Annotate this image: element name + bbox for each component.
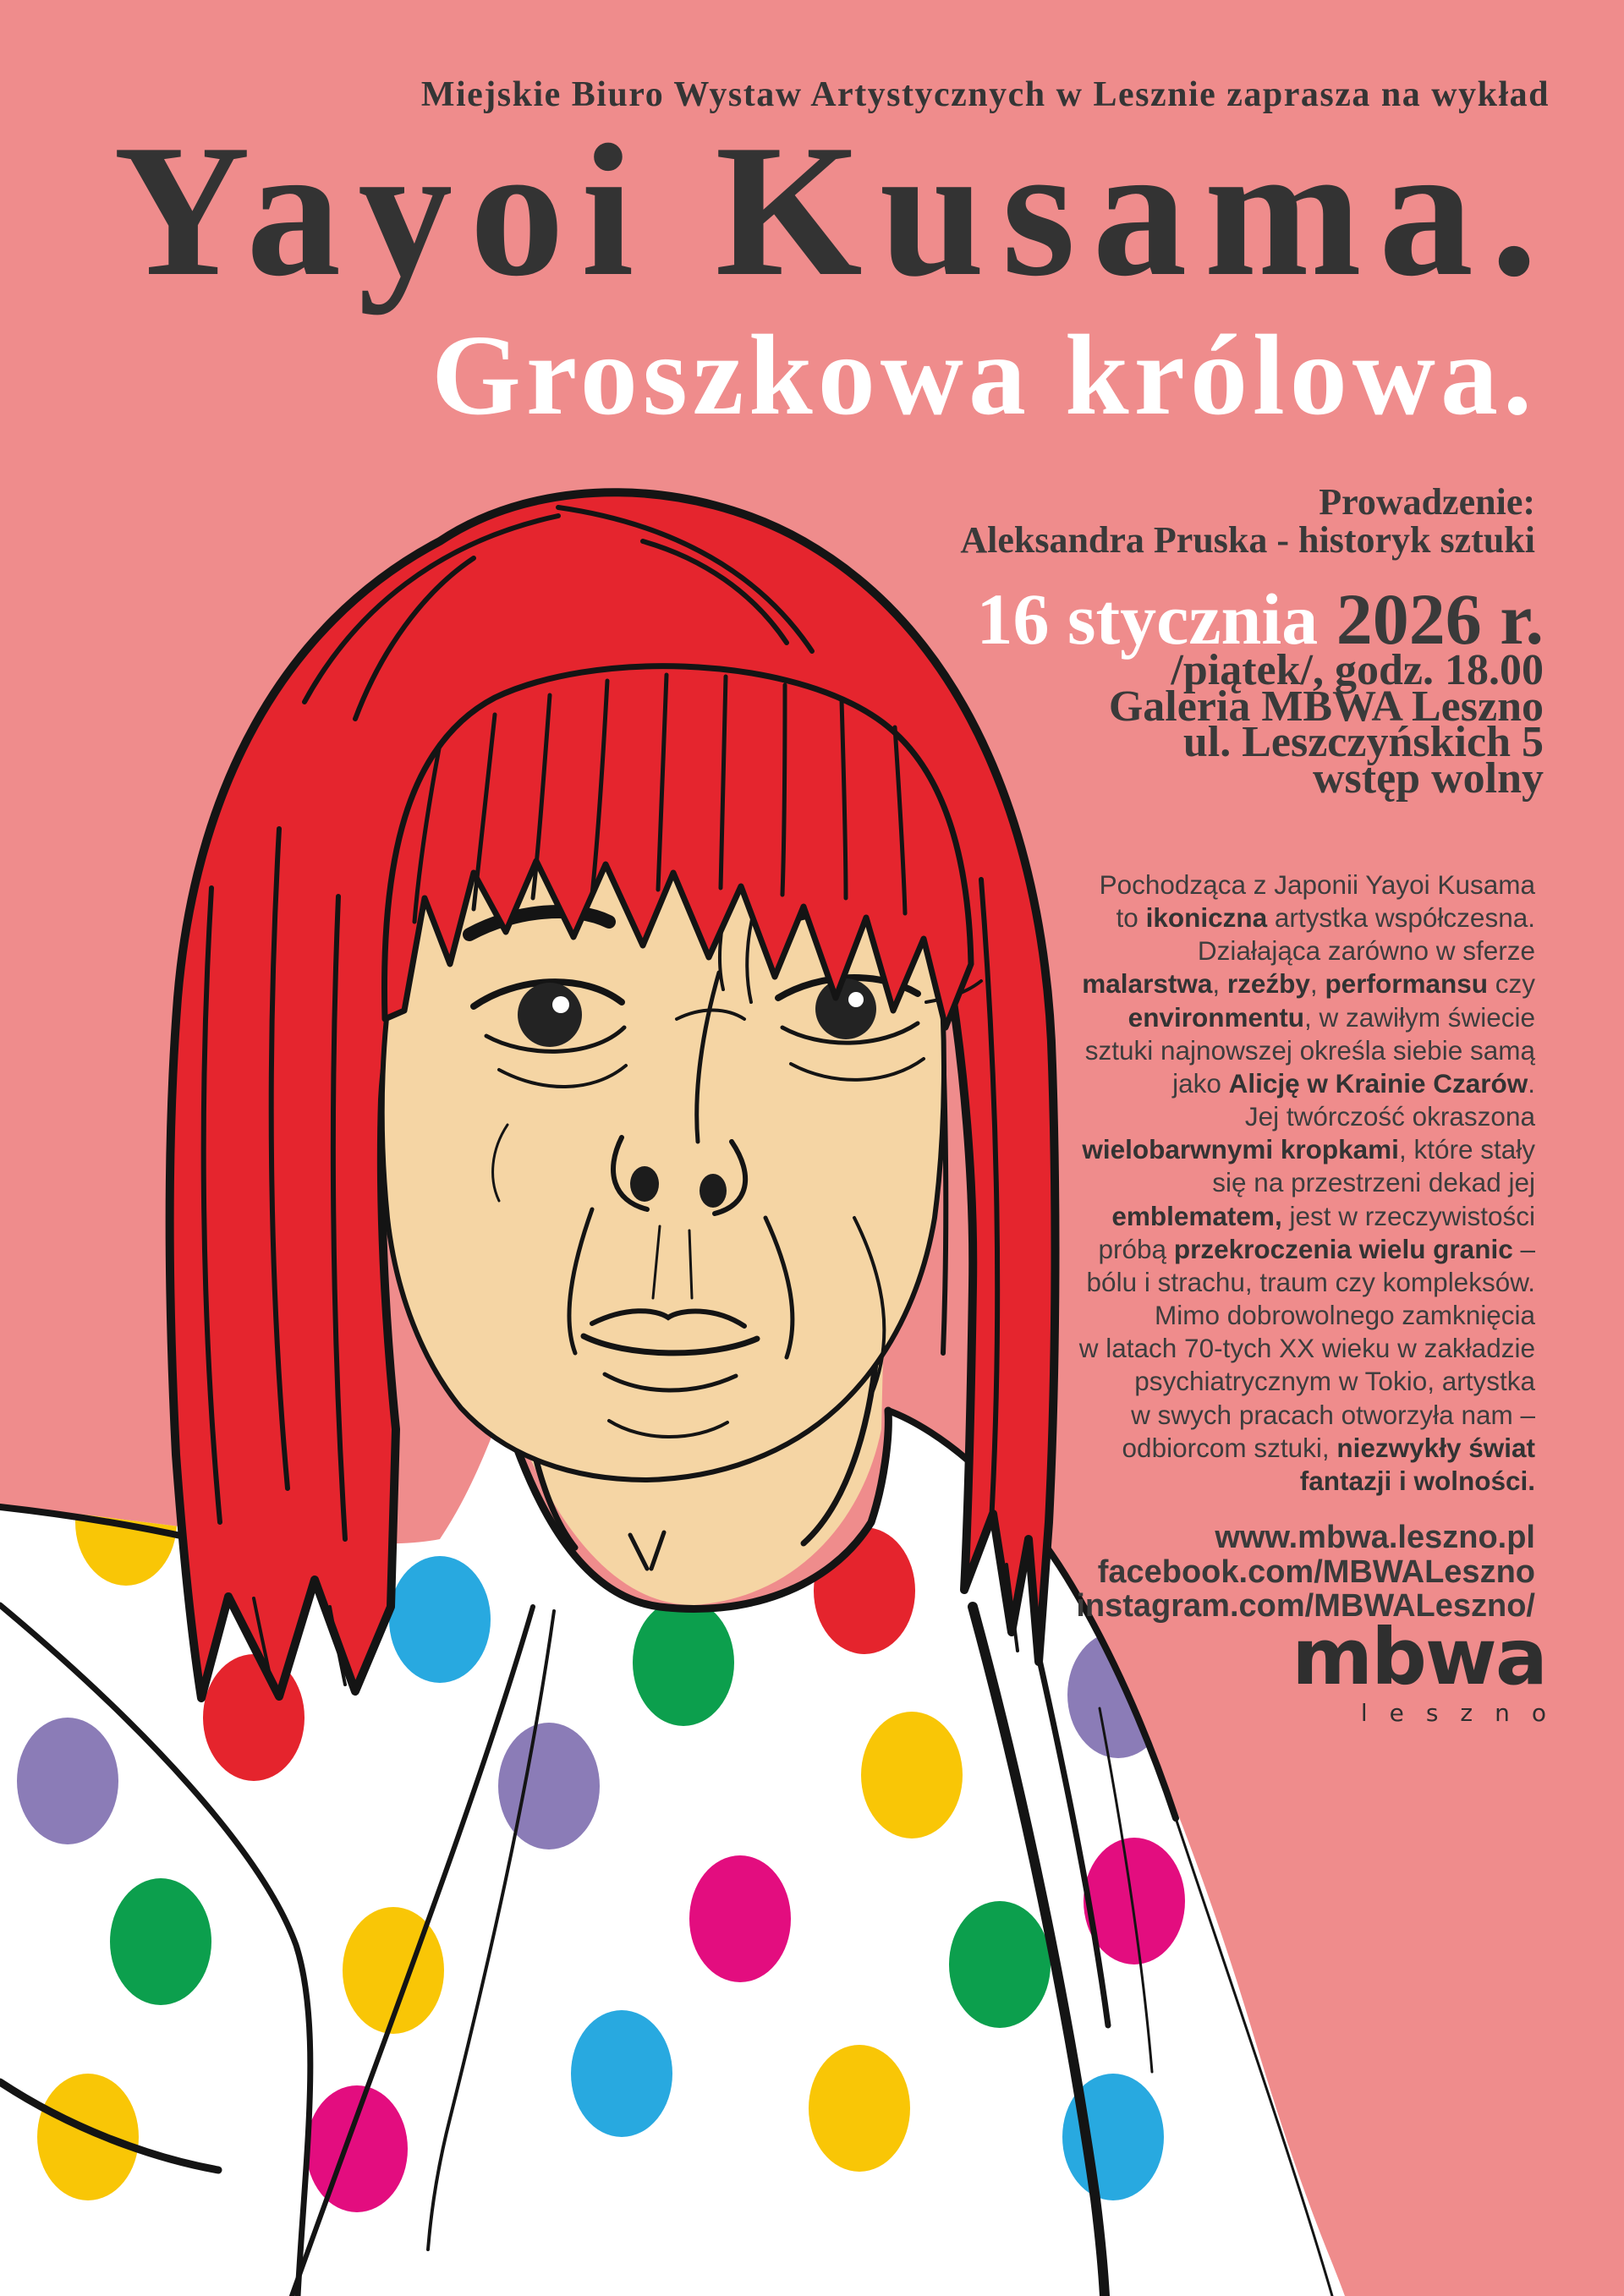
event-details bbox=[1108, 646, 1544, 803]
event-detail-line: Galeria MBWA Leszno bbox=[1108, 682, 1544, 731]
mbwa-logo-word: mbwa bbox=[1292, 1612, 1546, 1702]
about-line: w latach 70-tych XX wieku w zakładzie bbox=[1078, 1333, 1535, 1364]
mbwa-logo-city: leszno bbox=[1360, 1699, 1568, 1727]
lecturer-name: Aleksandra Pruska - historyk sztuki bbox=[960, 519, 1535, 561]
about-line: próbą przekroczenia wielu granic – bbox=[1098, 1233, 1535, 1264]
about-line: wielobarwnymi kropkami, które stały bbox=[1082, 1134, 1535, 1165]
about-line: w swych pracach otworzyła nam – bbox=[1131, 1399, 1535, 1430]
about-line: Pochodząca z Japonii Yayoi Kusama bbox=[1099, 869, 1535, 900]
polka-dot bbox=[306, 2085, 408, 2212]
about-line: psychiatrycznym w Tokio, artystka bbox=[1134, 1366, 1535, 1397]
lecturer-label: Prowadzenie: bbox=[1319, 481, 1535, 523]
polka-dot bbox=[571, 2010, 672, 2137]
event-detail-line: wstęp wolny bbox=[1312, 753, 1544, 803]
about-line: się na przestrzeni dekad jej bbox=[1212, 1167, 1535, 1198]
about-line: bólu i strachu, traum czy kompleksów. bbox=[1086, 1266, 1535, 1297]
about-line: fantazji i wolności. bbox=[1299, 1465, 1535, 1496]
poster-subtitle: Groszkowa królowa. bbox=[431, 312, 1537, 439]
link-line: facebook.com/MBWALeszno bbox=[1097, 1553, 1535, 1590]
about-line: Działająca zarówno w sferze bbox=[1197, 935, 1535, 967]
poster-title: Yayoi Kusama. bbox=[113, 106, 1555, 315]
mbwa-logo bbox=[1292, 1612, 1568, 1727]
about-line: environmentu, w zawiłym świecie bbox=[1127, 1001, 1535, 1033]
polka-dot bbox=[861, 1712, 963, 1838]
polka-dot bbox=[633, 1599, 734, 1726]
event-detail-line: ul. Leszczyńskich 5 bbox=[1182, 718, 1544, 766]
link-line: www.mbwa.leszno.pl bbox=[1215, 1520, 1535, 1555]
polka-dot bbox=[389, 1556, 491, 1683]
polka-dot bbox=[110, 1878, 211, 2005]
kicker-line: Miejskie Biuro Wystaw Artystycznych w Lesznie zaprasza na wykład bbox=[420, 75, 1550, 114]
polka-dot bbox=[809, 2045, 910, 2172]
about-line: odbiorcom sztuki, niezwykły świat bbox=[1122, 1432, 1535, 1463]
polka-dot bbox=[17, 1718, 118, 1844]
polka-dot bbox=[689, 1855, 791, 1982]
about-line: to ikoniczna artystka współczesna. bbox=[1116, 902, 1535, 934]
link-line: instagram.com/MBWALeszno/ bbox=[1076, 1588, 1535, 1624]
event-date bbox=[976, 578, 1544, 660]
event-detail-line: /piątek/, godz. 18.00 bbox=[1171, 646, 1544, 694]
polka-dot bbox=[814, 1527, 915, 1654]
about-paragraph bbox=[1079, 869, 1535, 1498]
about-line: emblematem, jest w rzeczywistości bbox=[1111, 1200, 1535, 1231]
event-date-day: 16 stycznia bbox=[976, 578, 1336, 660]
polka-dot bbox=[498, 1723, 600, 1849]
about-line: malarstwa, rzeźby, performansu czy bbox=[1082, 968, 1535, 1000]
lecturer-block bbox=[960, 483, 1535, 559]
links-block bbox=[1076, 1521, 1535, 1624]
polka-dot bbox=[949, 1901, 1051, 2028]
about-line: Mimo dobrowolnego zamknięcia bbox=[1155, 1300, 1535, 1331]
polka-dot bbox=[1067, 1631, 1169, 1758]
about-line: Jej twórczość okraszona bbox=[1244, 1101, 1535, 1132]
about-line: sztuki najnowszej określa siebie samą bbox=[1084, 1034, 1535, 1066]
about-line: jako Alicję w Krainie Czarów. bbox=[1172, 1067, 1535, 1099]
polka-dot bbox=[37, 2074, 139, 2200]
event-date-year: 2026 r. bbox=[1336, 578, 1544, 660]
